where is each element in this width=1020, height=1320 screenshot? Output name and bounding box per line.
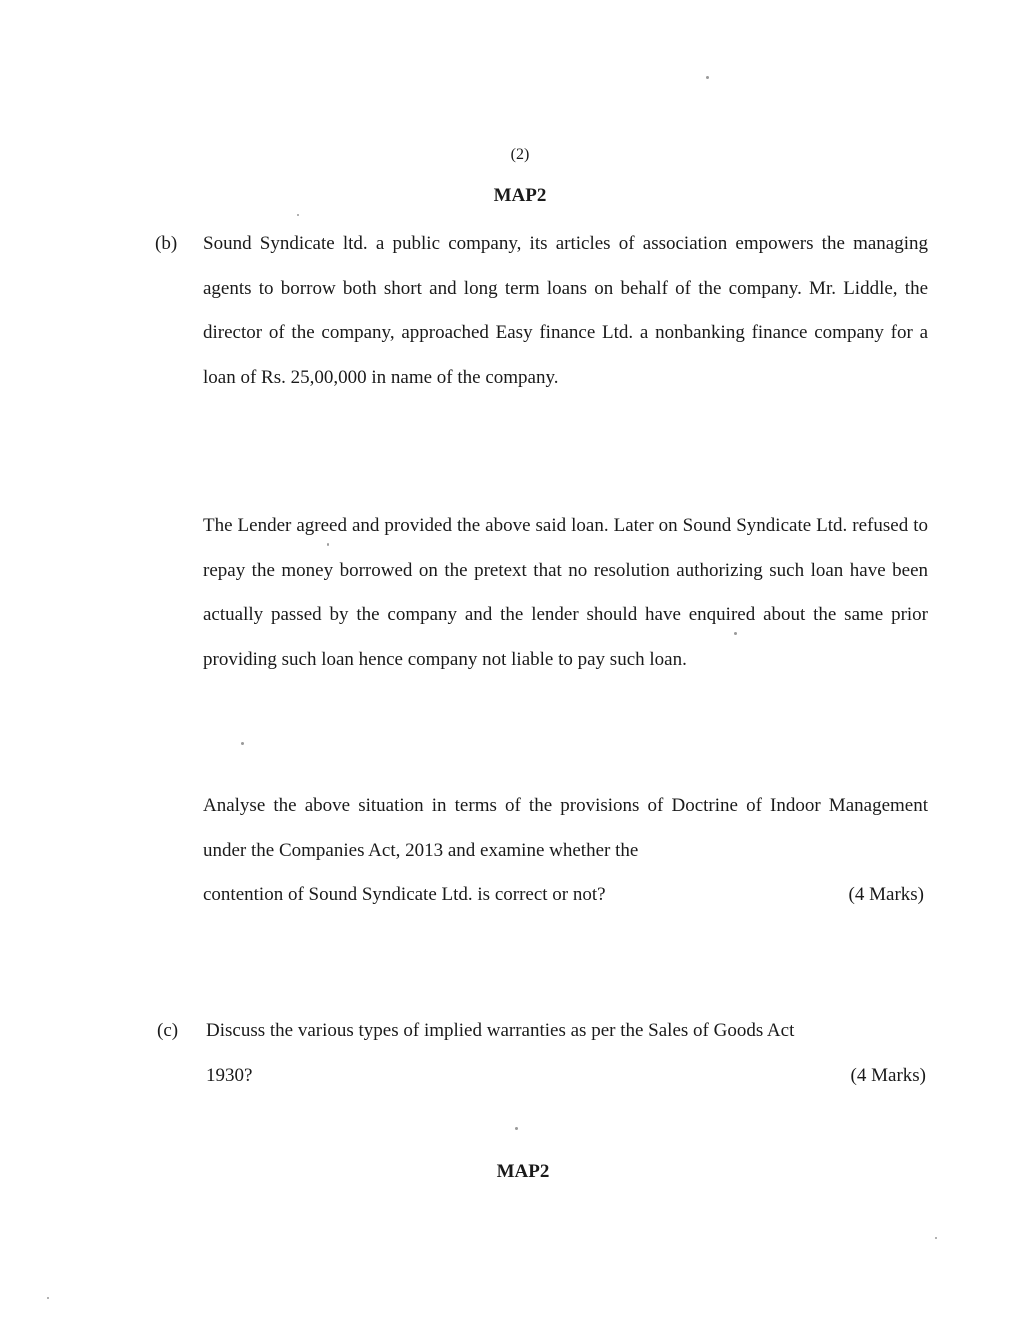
scan-speck (734, 632, 737, 635)
scan-speck (297, 214, 299, 216)
page-number: (2) (510, 146, 530, 163)
question-b-label: (b) (155, 233, 178, 254)
question-c-marks: (4 Marks) (850, 1064, 926, 1086)
question-b-last-line: contention of Sound Syndicate Ltd. is correct or not? (203, 884, 606, 905)
question-b-paragraph-3 (203, 784, 928, 918)
question-b-paragraph-3-body: Analyse the above situation in terms of the provisions of Doctrine of Indoor Management under the Companies Act, 2013 and examine whether the (203, 795, 928, 861)
question-c-label: (c) (157, 1020, 179, 1041)
question-c-line-1: Discuss the various types of implied warranties as per the Sales of Goods Act (206, 1020, 795, 1041)
question-b-marks-line (203, 873, 928, 918)
scan-speck (935, 1237, 937, 1239)
scan-speck (241, 742, 244, 745)
question-c-text (206, 1009, 932, 1098)
scan-speck (327, 543, 329, 546)
question-b-paragraph-1: Sound Syndicate ltd. a public company, its articles of association empowers the managing agents to borrow both short and long term loans on behalf of the company. Mr. Liddle, the director of the company, approached Easy finance Ltd. a nonbanking finance company for a loan of Rs. 25,00,000 in name of the company. (203, 233, 928, 388)
scan-speck (515, 1127, 518, 1130)
question-c-line-2: 1930? (206, 1064, 253, 1086)
question-b-marks: (4 Marks) (848, 884, 924, 905)
question-c-marks-line (206, 1054, 926, 1099)
scan-speck (706, 76, 709, 79)
paper-code-header: MAP2 (493, 185, 547, 206)
question-b-paragraph-2: The Lender agreed and provided the above said loan. Later on Sound Syndicate Ltd. refused to repay the money borrowed on the pretext that no resolution authorizing such loan have been actually passed by the company and the lender should have enquired about the same prior providing such loan hence company not liable to pay such loan. (203, 515, 928, 670)
paper-code-footer: MAP2 (496, 1161, 550, 1182)
scan-speck (47, 1297, 49, 1299)
